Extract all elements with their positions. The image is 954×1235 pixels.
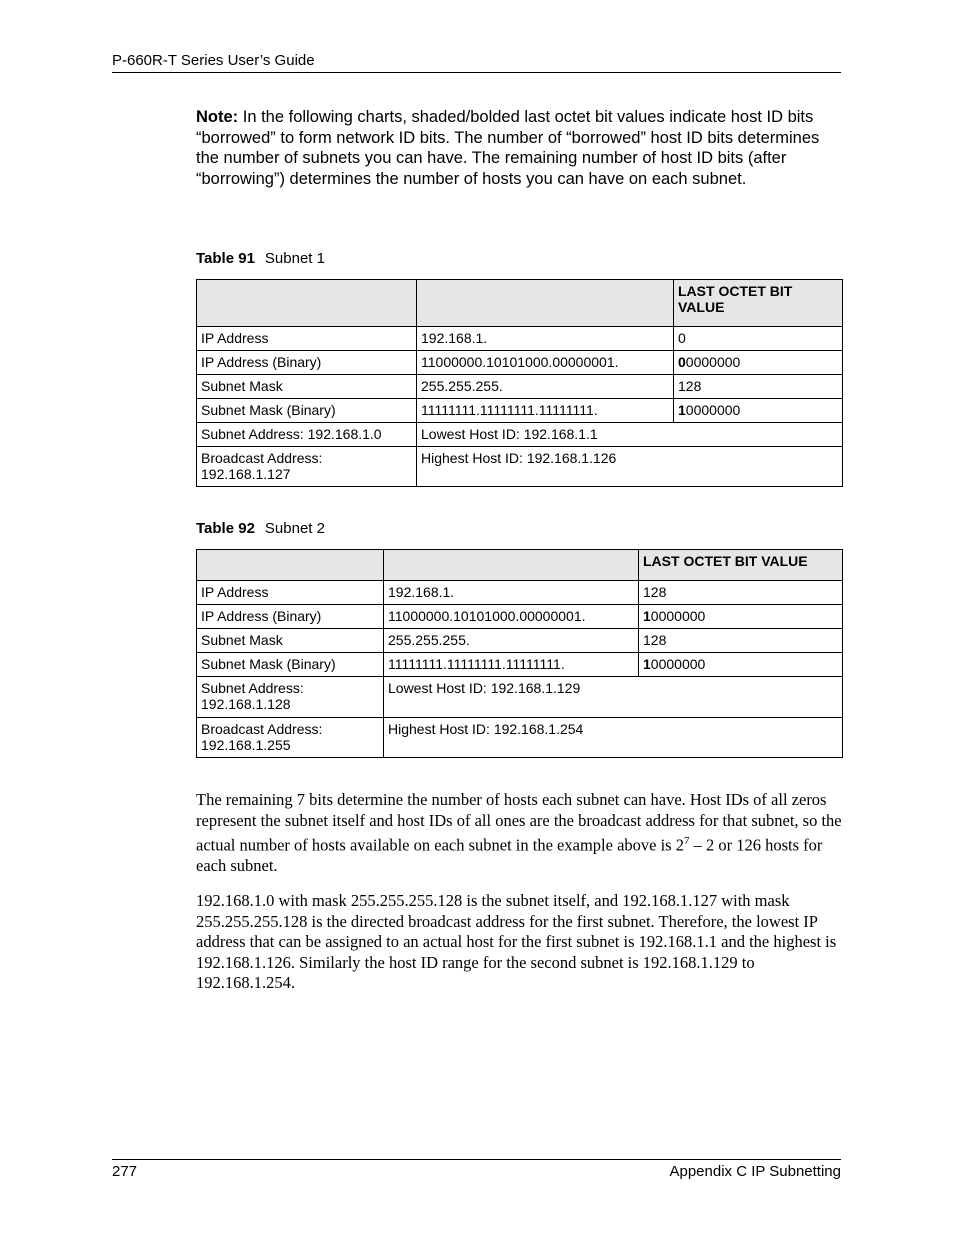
row-bit-value [674,327,843,351]
hosts-paragraph [196,790,842,877]
table-row [197,718,843,758]
table-row [197,605,843,629]
page-header [112,52,841,73]
header-cell [384,550,639,581]
table-header-row [197,550,843,581]
row-bit-value [639,653,843,677]
row-value: 11000000.10101000.00000001. [384,605,639,629]
bold-bit: 1 [678,402,686,418]
highest-host-id: Highest Host ID: 192.168.1.254 [384,718,843,758]
row-value: 192.168.1. [384,581,639,605]
table-92-caption-label: Table 92 [196,520,255,537]
note-paragraph [196,107,844,189]
row-label: IP Address (Binary) [197,605,384,629]
subnet-address: Subnet Address: 192.168.1.128 [197,677,384,718]
row-bit-value [639,605,843,629]
row-label: Subnet Mask [197,375,417,399]
table-row [197,629,843,653]
page-number: 277 [112,1163,138,1180]
row-label: IP Address (Binary) [197,351,417,375]
bit-rest: 0 [678,330,686,346]
guide-title: P-660R-T Series User’s Guide [112,52,315,69]
table-row [197,447,843,487]
row-bit-value [639,581,843,605]
broadcast-address: Broadcast Address: 192.168.1.255 [197,718,384,758]
bit-rest: 128 [643,584,667,600]
bold-bit: 1 [643,608,651,624]
subnet-range-text: 192.168.1.0 with mask 255.255.255.128 is the subnet itself, and 192.168.1.127 with mask 255.255.255.128 is the directed broadcast address for the first subnet. Therefore, the lowest IP address that can be assigned to an actual host for the first subnet is 192.168.1.1 and the highest is 192.168.1.126. Similarly the host ID range for the second subnet is 192.168.1.129 to 192.168.1.254. [196,891,837,992]
note-label: Note: [196,108,239,126]
subnet-1-table [196,279,843,487]
row-value: 11111111.11111111.11111111. [417,399,674,423]
exponent: 7 [683,835,690,847]
bit-rest: 128 [643,632,667,648]
row-label: IP Address [197,581,384,605]
row-label: Subnet Mask (Binary) [197,653,384,677]
section-title: Appendix C IP Subnetting [669,1163,841,1180]
row-label: Subnet Mask (Binary) [197,399,417,423]
subnet-address: Subnet Address: 192.168.1.0 [197,423,417,447]
row-bit-value [674,399,843,423]
lowest-host-id: Lowest Host ID: 192.168.1.129 [384,677,843,718]
row-bit-value [674,351,843,375]
table-row [197,581,843,605]
note-text: In the following charts, shaded/bolded last octet bit values indicate host ID bits “borrowed” to form network ID bits. The number of “borrowed” host ID bits determines the number of subnets you can have. The remaining number of host ID bits (after “borrowing”) determines the number of hosts you can have on each subnet. [196,108,820,188]
subnet-2-table [196,549,843,758]
bit-rest: 128 [678,378,702,394]
row-bit-value [639,629,843,653]
page-footer [112,1159,841,1180]
row-bit-value [674,375,843,399]
bit-rest: 0000000 [685,354,741,370]
hosts-text: The remaining 7 bits determine the number of hosts each subnet can have. Host IDs of all zeros represent the subnet itself and host IDs of all ones are the broadcast address for that subnet, so the actual number of hosts available on each subnet in the example above is 2 [196,790,842,855]
table-91-caption-label: Table 91 [196,250,255,267]
table-92-caption-title: Subnet 2 [264,520,325,537]
bold-bit: 1 [643,656,651,672]
table-row [197,677,843,718]
header-cell [197,550,384,581]
table-92-caption [196,520,325,537]
header-cell [417,280,674,327]
header-cell [197,280,417,327]
bit-rest: 0000000 [685,402,741,418]
row-value: 11000000.10101000.00000001. [417,351,674,375]
hosts-text-end: – 2 or 126 hosts for each subnet. [196,835,823,875]
bit-rest: 0000000 [650,608,706,624]
row-value: 255.255.255. [384,629,639,653]
bit-rest: 0000000 [650,656,706,672]
broadcast-address: Broadcast Address: 192.168.1.127 [197,447,417,487]
row-label: IP Address [197,327,417,351]
highest-host-id: Highest Host ID: 192.168.1.126 [417,447,843,487]
table-header-row [197,280,843,327]
table-row [197,351,843,375]
bold-bit: 0 [678,354,686,370]
table-row [197,653,843,677]
table-row [197,423,843,447]
subnet-range-paragraph [196,891,842,994]
row-label: Subnet Mask [197,629,384,653]
table-row [197,375,843,399]
row-value: 255.255.255. [417,375,674,399]
header-cell-last-octet: LAST OCTET BIT VALUE [674,280,843,327]
row-value: 11111111.11111111.11111111. [384,653,639,677]
row-value: 192.168.1. [417,327,674,351]
table-row [197,327,843,351]
table-91-caption [196,250,325,267]
table-row [197,399,843,423]
table-91-caption-title: Subnet 1 [264,250,325,267]
header-cell-last-octet: LAST OCTET BIT VALUE [639,550,843,581]
lowest-host-id: Lowest Host ID: 192.168.1.1 [417,423,843,447]
